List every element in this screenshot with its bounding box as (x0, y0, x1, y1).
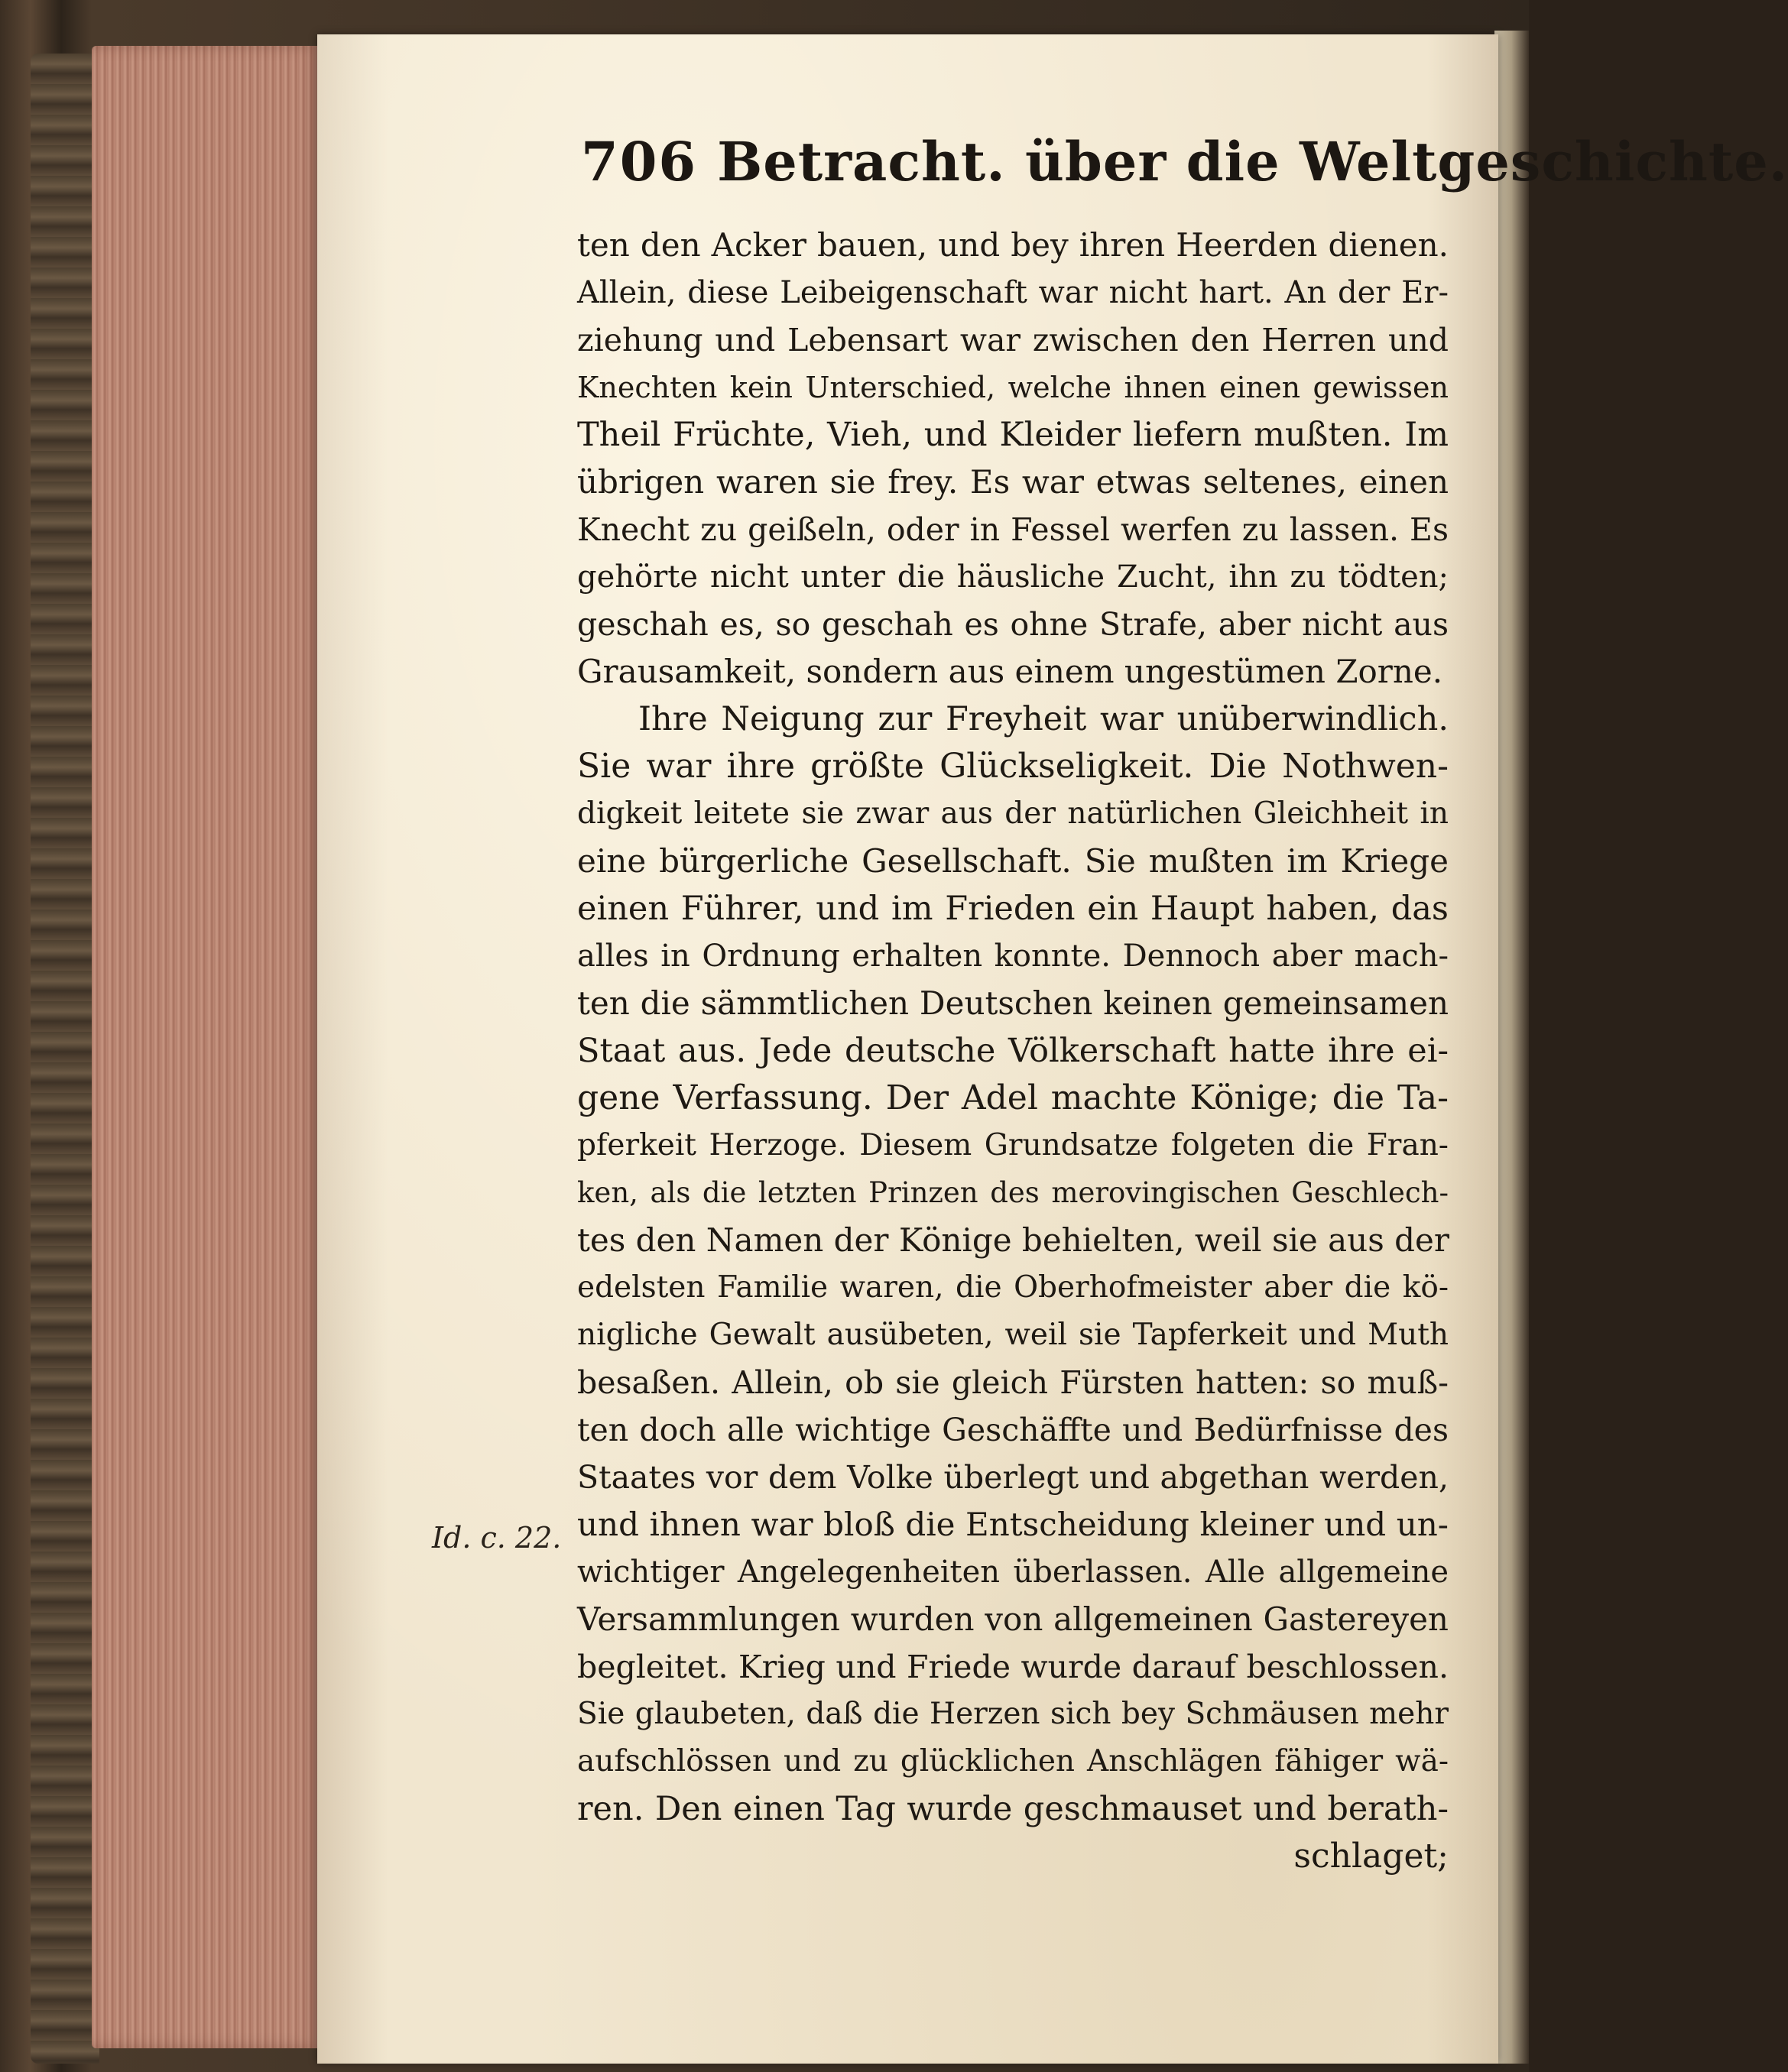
text-line: Staates vor dem Volke überlegt und abgethan werden, (577, 1459, 1449, 1496)
text-line: gehörte nicht unter die häusliche Zucht, ihn zu tödten; (577, 559, 1449, 595)
text-line: aufschlössen und zu glücklichen Anschlägen fähiger wä- (577, 1744, 1449, 1779)
text-line: digkeit leitete sie zwar aus der natürlichen Gleichheit in (577, 796, 1449, 831)
text-line: ten die sämmtlichen Deutschen keinen gemeinsamen (577, 984, 1449, 1022)
text-line: edelsten Familie waren, die Oberhofmeister aber die kö- (577, 1270, 1449, 1305)
text-line: Theil Früchte, Vieh, und Kleider liefern mußten. Im (577, 416, 1449, 454)
text-line: gene Verfassung. Der Adel machte Könige; die Ta- (577, 1078, 1449, 1117)
book-spine (31, 54, 99, 2064)
text-line: ken, als die letzten Prinzen des merovingischen Geschlech- (577, 1176, 1449, 1209)
text-line: ten doch alle wichtige Geschäffte und Bedürfnisse des (577, 1412, 1449, 1448)
text-line: Allein, diese Leibeigenschaft war nicht hart. An der Er- (577, 275, 1449, 310)
text-line: ren. Den einen Tag wurde geschmauset und berath- (577, 1790, 1449, 1828)
text-line: übrigen waren sie frey. Es war etwas seltenes, einen (577, 463, 1449, 501)
text-line: Knecht zu geißeln, oder in Fessel werfen zu lassen. Es (577, 511, 1449, 548)
page-number: 706 (581, 130, 698, 193)
text-line: Grausamkeit, sondern aus einem ungestümen Zorne. (577, 653, 1443, 690)
text-line: einen Führer, und im Frieden ein Haupt haben, das (577, 890, 1449, 928)
text-line: alles in Ordnung erhalten konnte. Dennoch aber mach- (577, 939, 1449, 974)
text-line: besaßen. Allein, ob sie gleich Fürsten hatten: so muß- (577, 1364, 1449, 1401)
text-line: tes den Namen der Könige behielten, weil sie aus der (577, 1221, 1449, 1259)
page-header (581, 130, 1788, 193)
text-line: Sie war ihre größte Glückseligkeit. Die Nothwen- (577, 747, 1449, 786)
text-line: Versammlungen wurden von allgemeinen Gastereyen (577, 1600, 1449, 1638)
paragraph-start-line: Ihre Neigung zur Freyheit war unüberwindlich. (638, 700, 1449, 738)
text-line: Staat aus. Jede deutsche Völkerschaft hatte ihre ei- (577, 1032, 1449, 1070)
catchword: schlaget; (1293, 1837, 1449, 1876)
margin-note: Id. c. 22. (432, 1521, 562, 1555)
text-line: Sie glaubeten, daß die Herzen sich bey Schmäusen mehr (577, 1697, 1449, 1731)
text-line: und ihnen war bloß die Entscheidung kleiner und un- (577, 1506, 1449, 1543)
page-edges (92, 46, 321, 2048)
text-line: ten den Acker bauen, und bey ihren Heerden dienen. (577, 226, 1449, 264)
text-line: begleitet. Krieg und Friede wurde darauf beschlossen. (577, 1649, 1449, 1685)
text-line: geschah es, so geschah es ohne Strafe, aber nicht aus (577, 606, 1449, 643)
running-title: Betracht. über die Weltgeschichte. (717, 130, 1788, 193)
text-line: nigliche Gewalt ausübeten, weil sie Tapferkeit und Muth (577, 1318, 1449, 1352)
text-line: pferkeit Herzoge. Diesem Grundsatze folgeten die Fran- (577, 1128, 1449, 1162)
facing-page-edge (1494, 31, 1529, 2064)
body-text (577, 222, 1449, 1880)
text-line: Knechten kein Unterschied, welche ihnen einen gewissen (577, 371, 1449, 404)
text-line: wichtiger Angelegenheiten überlassen. Alle allgemeine (577, 1555, 1449, 1590)
text-line: eine bürgerliche Gesellschaft. Sie mußten im Kriege (577, 842, 1449, 880)
text-line: ziehung und Lebensart war zwischen den Herren und (577, 322, 1449, 358)
